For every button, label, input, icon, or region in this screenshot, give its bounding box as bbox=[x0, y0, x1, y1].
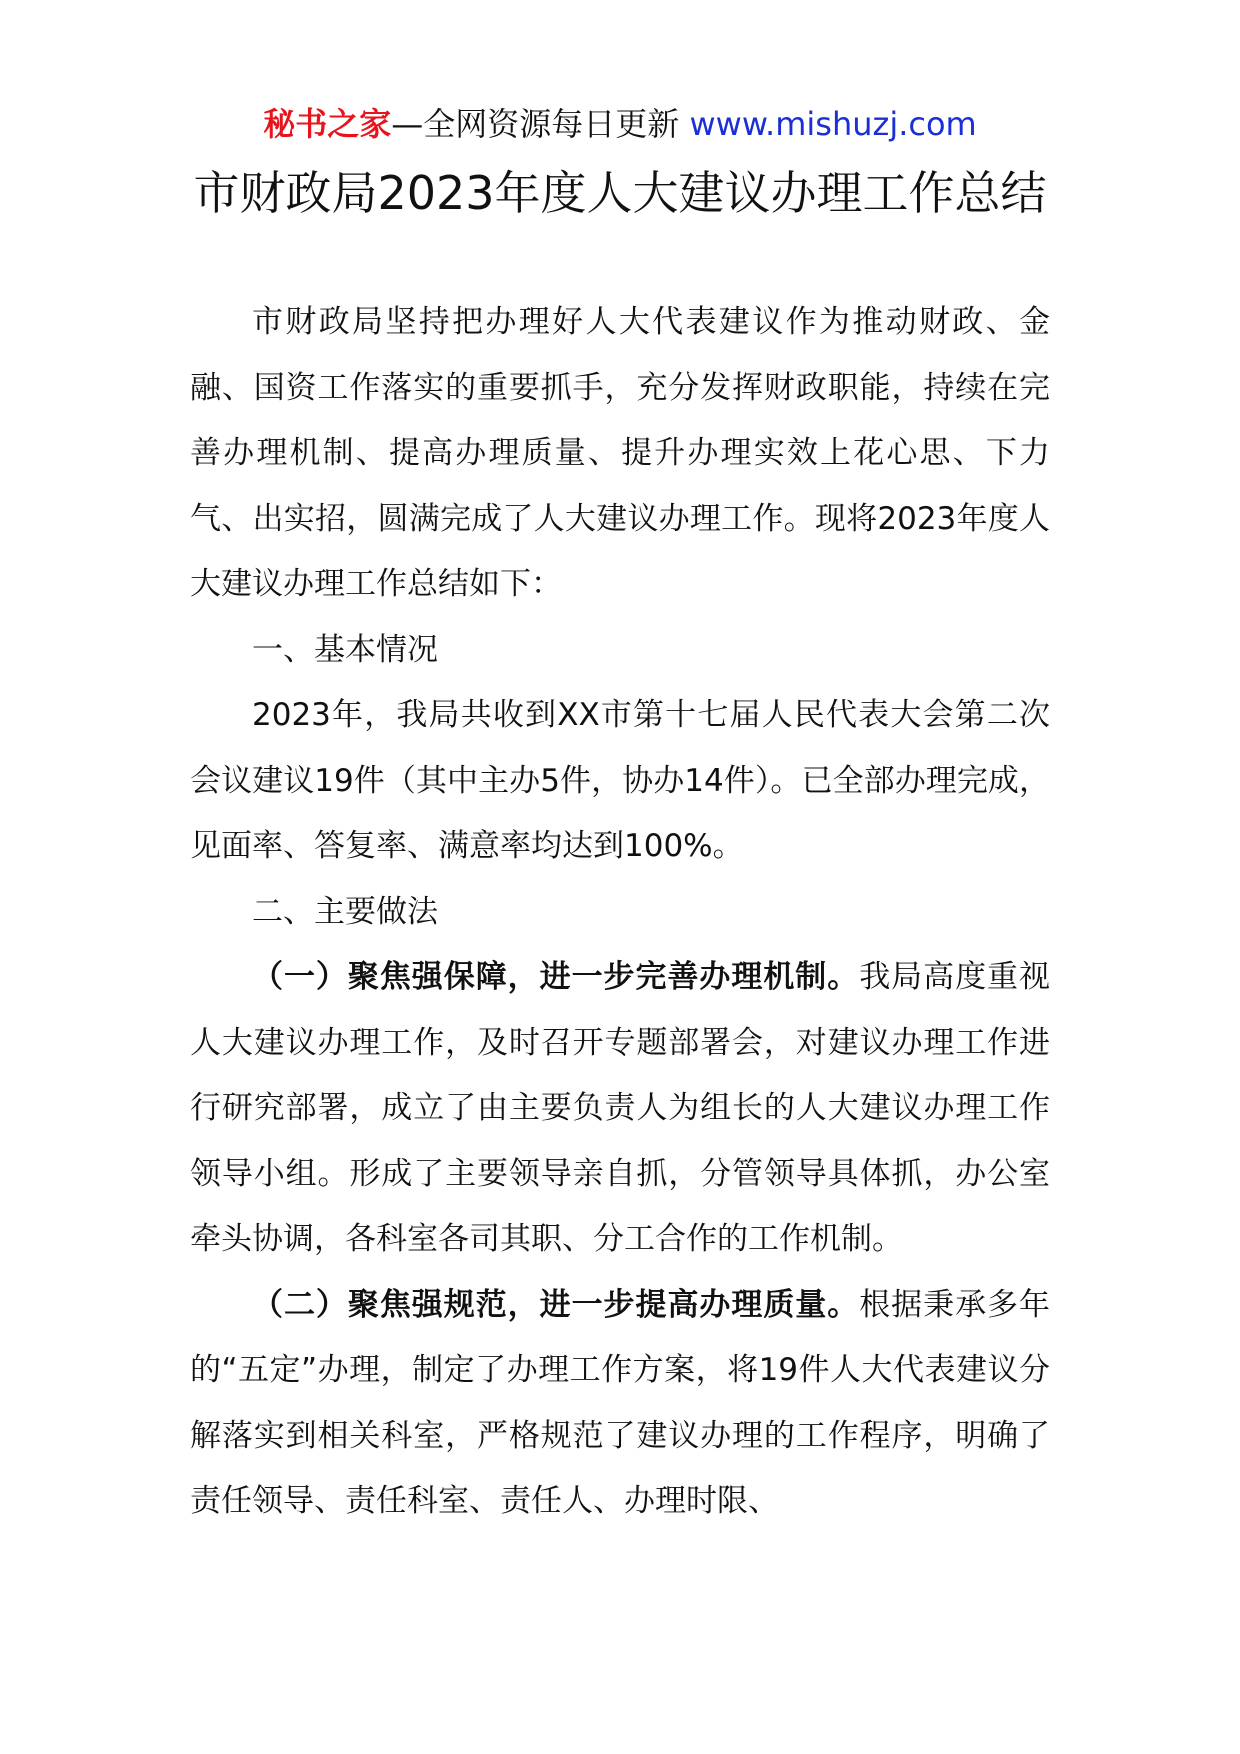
method-item-1-heading: （一）聚焦强保障，进一步完善办理机制。 bbox=[252, 959, 860, 995]
section-heading-basic: 一、基本情况 bbox=[252, 631, 438, 668]
method-item-1 bbox=[190, 945, 1050, 1273]
document-body bbox=[190, 290, 1050, 1535]
method-item-2-body: 根据秉承多年的“五定”办理，制定了办理工作方案，将19件人大代表建议分解落实到相关科室，严格规范了建议办理的工作程序，明确了责任领导、责任科室、责任人、办理时限、 bbox=[190, 1286, 1051, 1519]
intro-paragraph: 市财政局坚持把办理好人大代表建议作为推动财政、金融、国资工作落实的重要抓手，充分发挥财政职能，持续在完善办理机制、提高办理质量、提升办理实效上花心思、下力气、出实招，圆满完成了人大建议办理工作。现将2023年度人大建议办理工作总结如下： bbox=[190, 304, 1050, 602]
method-item-2 bbox=[190, 1273, 1050, 1535]
site-link[interactable]: www.mishuzj.com bbox=[689, 105, 977, 143]
site-header bbox=[0, 100, 1240, 148]
document-title: 市财政局2023年度人大建议办理工作总结 bbox=[193, 166, 1047, 220]
method-item-1-body: 我局高度重视人大建议办理工作，及时召开专题部署会，对建议办理工作进行研究部署，成立了由主要负责人为组长的人大建议办理工作领导小组。形成了主要领导亲自抓，分管领导具体抓，办公室牵头协调，各科室各司其职、分工合作的工作机制。 bbox=[190, 959, 1051, 1257]
basic-situation-paragraph: 2023年，我局共收到XX市第十七届人民代表大会第二次会议建议19件（其中主办5件，协办14件）。已全部办理完成，见面率、答复率、满意率均达到100%。 bbox=[190, 697, 1050, 864]
brand-name: 秘书之家 bbox=[263, 105, 392, 143]
header-slogan: —全网资源每日更新 bbox=[391, 105, 690, 143]
method-item-2-heading: （二）聚焦强规范，进一步提高办理质量。 bbox=[252, 1286, 860, 1323]
section-heading-methods: 二、主要做法 bbox=[252, 893, 438, 930]
